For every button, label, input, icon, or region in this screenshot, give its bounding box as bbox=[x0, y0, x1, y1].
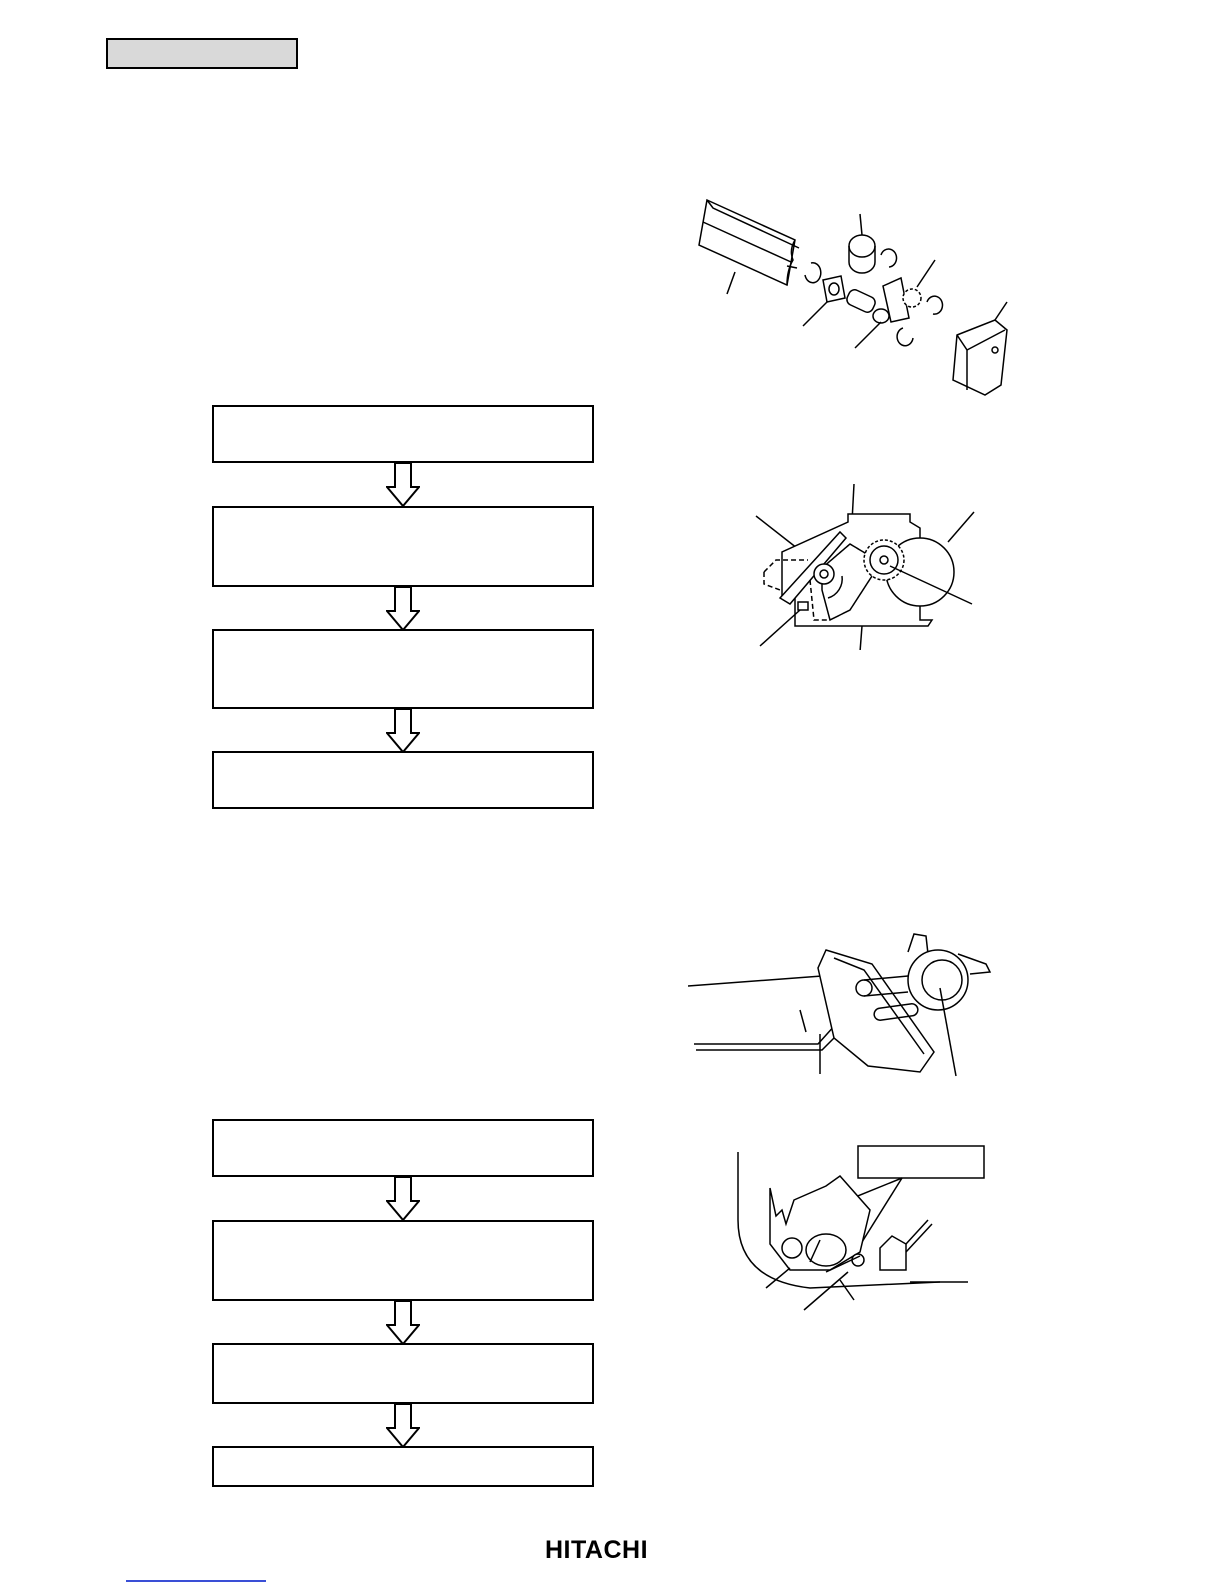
louver-gear-exploded-view bbox=[695, 190, 1040, 405]
down-arrow-icon bbox=[386, 1404, 420, 1448]
callout-box bbox=[858, 1146, 984, 1178]
louver-gear-side-view bbox=[750, 480, 985, 650]
down-arrow-icon bbox=[386, 709, 420, 753]
down-arrow-icon bbox=[386, 463, 420, 507]
flow-step bbox=[212, 506, 594, 587]
section-label-box bbox=[106, 38, 298, 69]
flow-step bbox=[212, 1220, 594, 1301]
footer-link-underline bbox=[126, 1580, 266, 1582]
flow-step bbox=[212, 629, 594, 709]
flow-step bbox=[212, 1119, 594, 1177]
down-arrow-icon bbox=[386, 1301, 420, 1345]
down-arrow-icon bbox=[386, 1177, 420, 1221]
down-arrow-icon bbox=[386, 587, 420, 631]
louver-assembly-detail bbox=[730, 1140, 992, 1320]
flow-step bbox=[212, 1446, 594, 1487]
flow-step bbox=[212, 405, 594, 463]
motor-shaft-detail bbox=[688, 928, 993, 1078]
flow-step bbox=[212, 1343, 594, 1404]
flow-step bbox=[212, 751, 594, 809]
hitachi-logo: HITACHI bbox=[545, 1536, 649, 1564]
